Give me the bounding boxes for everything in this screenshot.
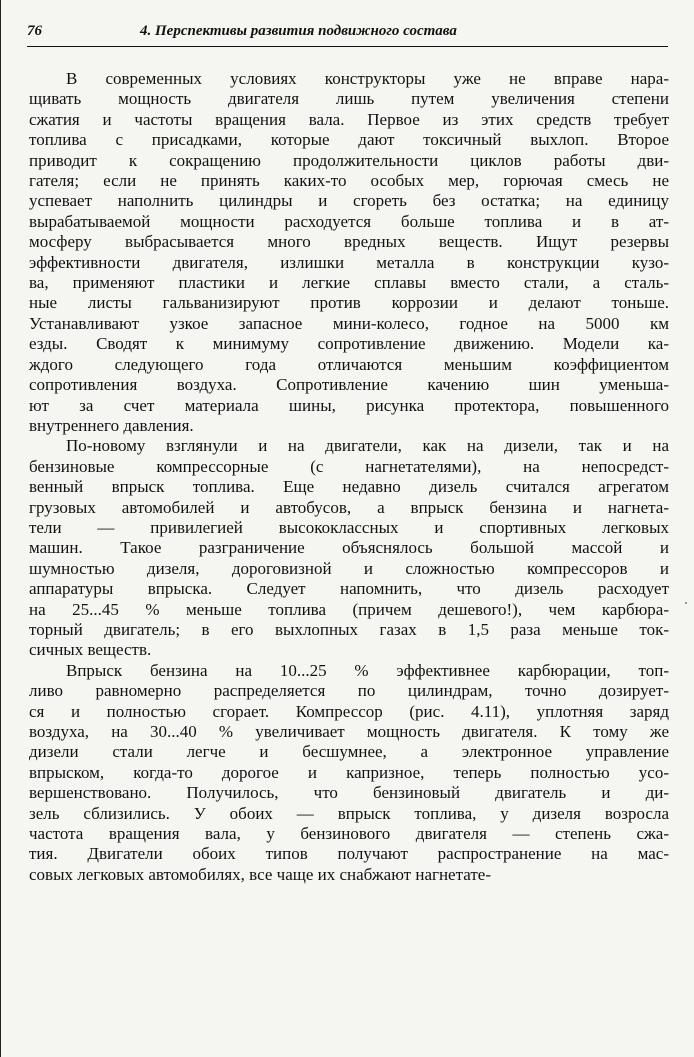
page-number: 76 — [27, 23, 42, 39]
paragraph-line: По-новому взглянули и на двигатели, как на дизели, так и на — [66, 436, 669, 456]
paragraph-line: ют за счет материала шины, рисунка протектора, повышенного — [29, 395, 669, 415]
paragraph-line: Устанавливают узкое запасное мини-колесо, годное на 5000 км — [29, 313, 669, 333]
paragraph-line: внутреннего давления. — [29, 415, 194, 435]
paragraph-line: аппаратуры впрыска. Следует напомнить, что дизель расходует — [29, 579, 669, 599]
paragraph-line: шумностью дизеля, дороговизной и сложностью компрессоров и — [29, 558, 669, 578]
paragraph-line: воздуха, на 30...40 % увеличивает мощность двигателя. К тому же — [29, 722, 669, 741]
paragraph-line: ва, применяют пластики и легкие сплавы вместо стали, а сталь- — [29, 273, 669, 293]
scan-dust-mark — [685, 602, 687, 604]
paragraph-line: В современных условиях конструкторы уже не вправе нара- — [66, 69, 669, 88]
paragraph-line: дизели стали легче и бесшумнее, а электронное управление — [29, 742, 669, 762]
paragraph-line: ся и полностью сгорает. Компрессор (рис. 4.11), уплотняя заряд — [29, 701, 669, 721]
body-text — [29, 69, 669, 885]
paragraph-line: впрыском, когда-то дорогое и капризное, теперь полностью усо- — [29, 762, 669, 782]
paragraph — [29, 436, 669, 660]
paragraph — [29, 661, 669, 885]
paragraph-line: частота вращения вала, у бензинового двигателя — степень сжа- — [29, 824, 669, 844]
paragraph-line: приводит к сокращению продолжительности циклов работы дви- — [29, 150, 669, 170]
paragraph-line: ные листы гальванизируют против коррозии и делают тоньше. — [29, 293, 669, 313]
paragraph-line: тели — привилегией высококлассных и спортивных легковых — [29, 517, 669, 537]
paragraph-line: топлива с присадками, которые дают токсичный выхлоп. Второе — [29, 130, 669, 150]
paragraph-line: сжатия и частоты вращения вала. Первое из этих средств требует — [29, 109, 669, 129]
paragraph-line: на 25...45 % меньше топлива (причем дешевого!), чем карбюра- — [29, 599, 669, 619]
paragraph-line: езды. Сводят к минимуму сопротивление движению. Модели ка- — [29, 334, 669, 354]
paragraph-line: бензиновые компрессорные (с нагнетателями), на непосредст- — [29, 456, 669, 476]
paragraph-line: зель сблизились. У обоих — впрыск топлива, у дизеля возросла — [29, 803, 669, 823]
paragraph-line: совых легковых автомобилях, все чаще их снабжают нагнетате- — [29, 864, 491, 884]
paragraph-line: венный впрыск топлива. Еще недавно дизель считался агрегатом — [29, 477, 669, 497]
paragraph-line: тия. Двигатели обоих типов получают распространение на мас- — [29, 844, 669, 864]
paragraph-line: щивать мощность двигателя лишь путем увеличения степени — [29, 89, 669, 109]
paragraph-line: ливо равномерно распределяется по цилиндрам, точно дозирует- — [29, 681, 669, 701]
paragraph-line: вырабатываемой мощности расходуется больше топлива и в ат- — [29, 211, 669, 231]
paragraph-line: гателя; если не принять каких-то особых мер, горючая смесь не — [29, 171, 669, 191]
paragraph-line: грузовых автомобилей и автобусов, а впрыск бензина и нагнета- — [29, 497, 669, 517]
paragraph-line: эффективности двигателя, излишки металла в конструкции кузо- — [29, 252, 669, 272]
paragraph-line: Впрыск бензина на 10...25 % эффективнее карбюрации, топ- — [66, 660, 669, 680]
paragraph — [29, 69, 669, 436]
paragraph-line: вершенствовано. Получилось, что бензиновый двигатель и ди- — [29, 783, 669, 803]
paragraph-line: машин. Такое разграничение объяснялось большой массой и — [29, 538, 669, 558]
paragraph-line: ждого следующего года отличаются меньшим коэффициентом — [29, 354, 669, 374]
page-header — [27, 22, 668, 47]
paragraph-line: мосферу выбрасывается много вредных веществ. Ищут резервы — [29, 232, 669, 252]
paragraph-line: сопротивления воздуха. Сопротивление качению шин уменьша- — [29, 375, 669, 395]
paragraph-line: сичных веществ. — [29, 640, 152, 660]
running-title: 4. Перспективы развития подвижного состава — [140, 23, 457, 39]
paragraph-line: успевает наполнить цилиндры и сгореть без остатка; на единицу — [29, 191, 669, 211]
paragraph-line: торный двигатель; в его выхлопных газах в 1,5 раза меньше ток- — [29, 619, 669, 639]
